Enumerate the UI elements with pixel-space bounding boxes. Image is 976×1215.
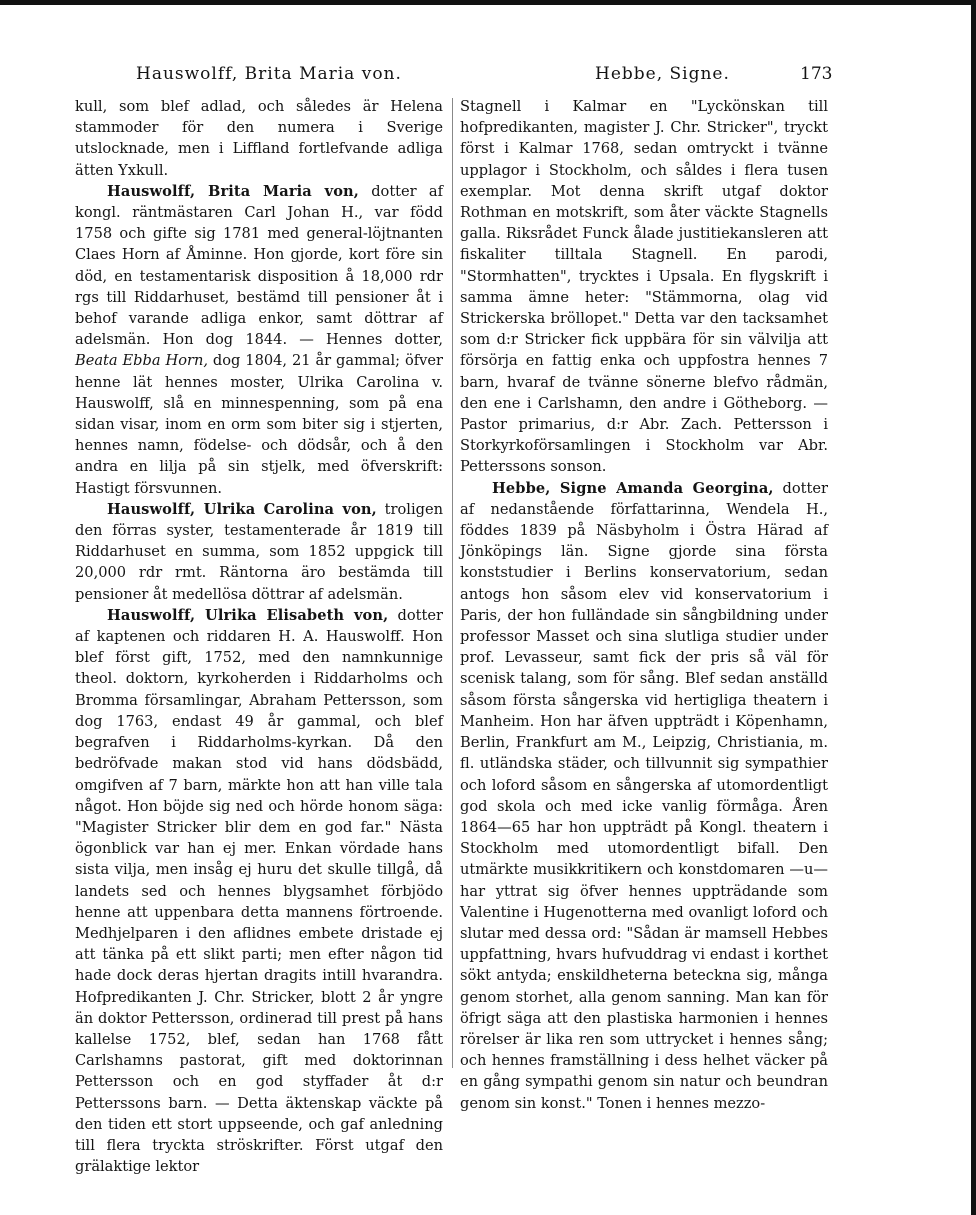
entry-text: dotter af kongl. räntmästaren Carl Johan H., var född 1758 och gifte sig 1781 med general-löjtnanten Claes Horn af Åminne. Hon gjorde, kort före sin död, en testamentarisk disposition å 18,000 rdr rgs till Riddarhuset, bestämd till pensioner åt i behof varande adliga enkor, samt döttrar af adelsmän. Hon dog 1844. — Hennes dotter, (75, 182, 444, 349)
column-divider (452, 98, 453, 1068)
entry-headword: Hauswolff, Ulrika Elisabeth von, (107, 606, 389, 624)
entry-text: troligen den förras syster, testamenterade år 1819 till Riddarhuset en summa, som 1852 uppgick till 20,000 rdr rmt. Räntorna äro bestämda till pensioner åt medellösa döttrar af adelsmän. (75, 500, 443, 603)
entry-headword: Hebbe, Signe Amanda Georgina, (492, 479, 774, 497)
entry-brita-maria (75, 181, 443, 499)
right-border (971, 0, 976, 1215)
right-column (460, 96, 828, 1114)
entry-italic-name: Beata Ebba Horn, (75, 352, 209, 370)
paragraph-text: kull, som blef adlad, och således är Helena stammoder för den numera i Sverige utslocknade, men i Liffland fortlefvande adliga ätten Yxkull. (75, 98, 443, 179)
entry-text: dotter af nedanstående författarinna, Wendela H., föddes 1839 på Näsbyholm i Östra Härad af Jönköpings län. Signe gjorde sina första konststudier i Berlins konservatorium, sedan antogs hon såsom elev vid konservatorium i Paris, der hon fulländade sin sångbildning under professor Masset och sina slutliga studier under prof. Levasseur, samt fick der pris så väl för scenisk talang, som för sång. Blef sedan anställd såsom första sångerska vid hertigliga theatern i Manheim. Hon har äfven uppträdt i Köpenhamn, Berlin, Frankfurt am M., Leipzig, Christiania, m. fl. utländska städer, och tillvunnit sig sympathier och loford såsom en sångerska af utomordentligt god skola och med icke vanlig förmåga. Åren 1864—65 har hon uppträdt på Kongl. theatern i Stockholm med utomordentligt bifall. Den utmärkte musikkritikern och konstdomaren —u— har yttrat sig öfver hennes uppträdande som Valentine i Hugenotterna med ovanligt loford och slutar med dessa ord: "Sådan är mamsell Hebbes uppfattning, hvars hufvuddrag vi endast i korthet sökt antyda; enskildheterna beteckna sig, många genom storhet, alla genom sanning. Man kan för öfrigt säga att den plastiska harmonien i hennes rörelser är lika ren som uttrycket i hennes sång; och hennes framställning i dess helhet väcker på en gång sympathi genom sin natur och beundran genom sin konst." Tonen i hennes mezzo- (460, 479, 829, 1112)
top-border (0, 0, 976, 5)
right-paragraph-continued (460, 96, 828, 478)
entry-ulrika-elisabeth (75, 605, 443, 1177)
left-paragraph-continued (75, 96, 443, 181)
header-right-title: Hebbe, Signe. (595, 64, 730, 84)
entry-text: dog 1804, 21 år gammal; öfver henne lät hennes moster, Ulrika Carolina v. Hauswolff, slå en minnespenning, som på ena sidan visar, inom en orm som biter sig i stjerten, hennes namn, födelse- och dödsår, och å den andra en lilja på sin stjelk, med öfverskrift: Hastigt försvunnen. (75, 352, 443, 497)
entry-text: dotter af kaptenen och riddaren H. A. Hauswolff. Hon blef först gift, 1752, med den namnkunnige theol. doktorn, kyrkoherden i Riddarholms och Bromma församlingar, Abraham Pettersson, som dog 1763, endast 49 år gammal, och blef begrafven i Riddarholms-kyrkan. Då den bedröfvade makan stod vid hans dödsbädd, omgifven af 7 barn, märkte hon att han ville tala något. Hon böjde sig ned och hörde honom säga: "Magister Stricker blir dem en god far." Nästa ögonblick var han ej mer. Enkan vördade hans sista vilja, men insåg ej huru det skulle tillgå, då landets sed och hennes blygsamhet förbjödo henne att uppenbara detta mannens förtroende. Medhjelparen i den aflidnes embete dristade ej att tänka på ett slikt parti; men efter någon tid hade dock deras hjertan dragits intill hvarandra. Hofpredikanten J. Chr. Stricker, blott 2 år yngre än doktor Pettersson, ordinerad till prest på hans kallelse 1752, blef, sedan han 1768 fått Carlshamns pastorat, gift med doktorinnan Pettersson och en god styffader åt d:r Petterssons barn. — Detta äktenskap väckte på den tiden ett stort uppseende, och gaf anledning till flera tryckta ströskrifter. Först utgaf den grälaktige lektor (75, 606, 444, 1176)
left-column (75, 96, 443, 1177)
entry-hebbe-signe (460, 478, 828, 1114)
page-number: 173 (800, 64, 833, 84)
entry-headword: Hauswolff, Ulrika Carolina von, (107, 500, 377, 518)
entry-ulrika-carolina (75, 499, 443, 605)
entry-headword: Hauswolff, Brita Maria von, (107, 182, 359, 200)
paragraph-text: Stagnell i Kalmar en "Lyckönskan till hofpredikanten, magister J. Chr. Stricker", tryckt först i Kalmar 1768, sedan omtryckt i tvänne upplagor i Stockholm, och såldes i flera tusen exemplar. Mot denna skrift utgaf doktor Rothman en motskrift, som åter väckte Stagnells galla. Riksrådet Funck ålade justitiekansleren att fiskaliter tilltala Stagnell. En parodi, "Stormhatten", trycktes i Upsala. En flygskrift i samma ämne heter: "Stämmorna, olag vid Strickerska bröllopet." Detta var den tacksamhet som d:r Stricker fick uppbära för sin välvilja att försörja en fattig enka och uppfostra hennes 7 barn, hvaraf de tvänne sönerne blefvo rådmän, den ene i Carlshamn, den andre i Götheborg. — Pastor primarius, d:r Abr. Zach. Pettersson i Storkyrkoförsamlingen i Stockholm var Abr. Petterssons sonson. (460, 98, 828, 476)
header-left-title: Hauswolff, Brita Maria von. (136, 64, 402, 84)
running-header (0, 64, 976, 88)
